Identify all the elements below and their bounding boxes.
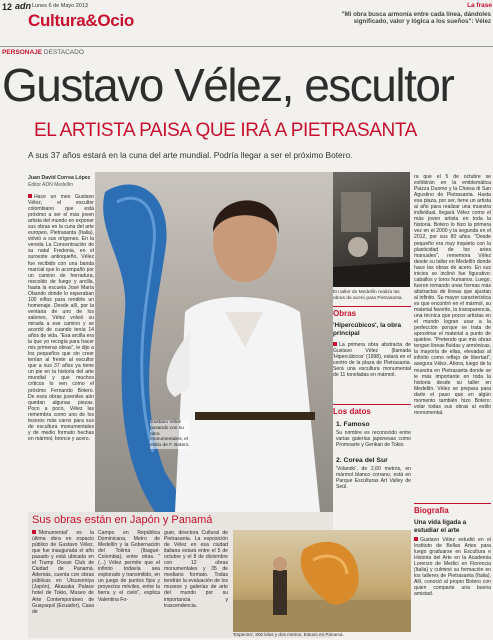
- bio-text-body: Gustavo Vélez estudió en el Instituto de Bellas Artes para luego graduarse en Escultura e Historia del Arte en la Academia Lorenzo de Medici en Florencia (Italia) y culminó su formación en los talleres de Pietrasanta (Italia). Allí, conoció al propio Botero con quien comparte una buena amistad.: [414, 537, 491, 598]
- article-deck: A sus 37 años estará en la cuna del arte mundial. Podría llegar a ser el próximo Botero.: [28, 150, 353, 160]
- column-1-text: Hace un mes Gustavo Vélez, el escultor colombiano que está próximo a ser el más joven artista del mundo en exponer sus obras en la cuna del arte europeo, Pietrasanta (Italia), volvió a sus orígenes. En la vereda La Concentración de su natal Fredonia, en el suroeste antioqueño, Vélez fue recibido con una banda marcial que lo acompañó por un camino de herradura, rescoldo de fuego y arcilla, hasta la escuela José María Obando donde lo esperaban 100 niños para rendirle un homenaje. Desde allí, por la ventana de uno de los salones, Vélez volvió su mirada a ese camino y se acordó de cuando tenía 14 años de vida. "Esa arcilla era la que yo recogía para hacer mis primeras obras", le dijo a los pequeños que sin creer tenían al frente al escultor que a sus 37 años ya tiene un pie en la historia del arte mundial y que muchos críticos lo ven como el próximo Fernando Botero. De esos obras juveniles aún quedan algunas piezas. Poco a poco, Vélez las remembra como uno de los tesoros más caros para sus de escultura monumentales y de medio formato hechas en mármol, bronce y acero.: [28, 194, 94, 442]
- kicker-rest: DESTACADO: [43, 49, 84, 56]
- page-number: 12: [2, 2, 13, 12]
- main-photo-caption: Gustavo Vélez posando con su obra monumentales, el estilo de F. Botero.: [150, 420, 190, 449]
- bio-heading: Biografía: [414, 506, 449, 515]
- dato-1-text: Su nombre es reconocido entre varias galerías japonesas como Promoarte y Genkan de Tokio.: [336, 430, 411, 449]
- dato-2-title: 2. Corea del Sur: [336, 457, 388, 464]
- dato-1-title: 1. Famoso: [336, 421, 370, 428]
- bullet-square: [28, 194, 32, 198]
- obras-text-body: La primera obra abstracta de Gustavo Vélez (llamada 'Hipercúbicos' (1998), estará en el centro de la plaza de Pietrasanta. Será una escultura monumental de 11 toneladas en mármol.: [333, 342, 411, 379]
- obras-rule: [333, 306, 411, 307]
- espectro-sculpture-illustration: [233, 530, 411, 632]
- kicker: [2, 49, 84, 56]
- obras-heading: Obras: [333, 309, 357, 318]
- dato-2-text: 'Volando', de 2,60 metros, en mármol blanco corrano, está en Parque Esculturas Art Valley de Seúl.: [336, 466, 411, 491]
- byline-name: Juan David Correa López: [28, 175, 91, 181]
- quote-text: "Mi obra busca armonía entre cada línea, dándoles significado, valor y lógica a los sueños": Vélez: [341, 11, 491, 26]
- article-column-1: [28, 194, 94, 516]
- sculptor-photo-illustration: [95, 172, 333, 512]
- quote-label: La frase: [467, 2, 492, 9]
- bio-subhead: Una vida ligada a estudiar el arte: [414, 519, 467, 534]
- byline-role: Editor ADN Medellín: [28, 182, 74, 188]
- bottom-photo-caption: 'Espectro', 800 kilos y dos metros. Estuvo en Panamá.: [233, 632, 344, 637]
- workshop-illustration: [333, 172, 410, 287]
- bullet-square: [32, 530, 36, 534]
- header-divider: [0, 46, 493, 47]
- bottom-photo: [233, 530, 411, 632]
- obras-text: [333, 342, 411, 378]
- box-heading: Sus obras están en Japón y Panamá: [32, 514, 213, 526]
- datos-rule: [333, 404, 411, 405]
- box-col-1-text: 'Monumental' es la última obra en espacio público de Gustavo Vélez, que fue inaugurada el año pasado y está ubicada en el Trump Ocean Club de Ciudad de Panamá. Además, cuenta con obras públicas en Utsunomiya (Japón), Akasaka Palace hotel de Tokio, Museo de Arte Contemporáneo de Guayaquil (Ecuador), Casa de: [32, 530, 94, 615]
- issue-date: Lunes 6 de Mayo 2013: [32, 3, 88, 9]
- article-title: Gustavo Vélez, escultor: [2, 59, 454, 111]
- article-column-right: ra que el 5 de octubre se exhibirán en la emblemática Piazza Duomo y la Chiesa di San Agustino de Pietrasanta. Hasta esa plaza, por ser, tiene un artista al año para realizar una muestra individual, llegará Vélez como el más joven artista en toda la historia. Botero lo hizo la primera vez en el 2000 y la segunda en el 2012, por sus 80 años. "Desde pequeño era muy inquieto con la plasticidad de los artes manuales", rememora Vélez desde su taller en Medellín donde hace las obras de acero. En sus inicios se inclinó fue figurativo: caballos y toros humanos. Luego, fueron tomando unas formas más abstractas de líneas que ajustan al infinito. Su mayor característica es que encontró en el mármol, su material favorito, la transparencia, una técnica que pocos artistas en el mundo logran usar a la perfección porque se trata de aproximar el material a punto de quiebre. "Pretendo que mis obras tengan líneas fluidas y armónicas, la mayoría de ellas, elevadas al infinito como reflejo de libertad", asegura Vélez. Ahora, luego de la muestra en Pietrasanta donde se le más importante en toda la historia desde su taller en Medellín. Vélez se prepara para darle el paso que en algún momento también hizo Botero: volar todas sus obras al estilo monumental.: [414, 174, 491, 416]
- box-col-1: [32, 530, 94, 636]
- main-photo: [95, 172, 333, 512]
- workshop-photo: [333, 172, 410, 287]
- bio-text: [414, 537, 491, 637]
- section-title: Cultura&Ocio: [28, 11, 134, 30]
- workshop-caption: En taller de Medellín realiza las obras de acero para Pietrasanta.: [333, 290, 403, 301]
- obras-subhead: 'Hipercúbicos', la obra principal: [333, 322, 402, 337]
- bullet-square: [414, 537, 418, 541]
- kicker-bold: PERSONAJE: [2, 49, 43, 56]
- datos-heading: Los datos: [333, 407, 371, 416]
- bullet-square: [333, 342, 337, 346]
- page-header: [0, 0, 493, 50]
- box-col-3: guer, directora Cultural de Pietrasanta. La exposición de Vélez en esa ciudad italiana estará entre el 5 de octubre y el 8 de diciembre con 12 obras monumentales y 35 de mediano formato. Todas tendrán la evaluación de los museos y galerías de arte del mundo por su importancia y trascendencia.: [164, 530, 228, 609]
- bio-rule: [414, 503, 491, 504]
- brand-logo: adn: [15, 1, 32, 11]
- box-col-2: Campo en República Dominicana, Metro de Medellín y la Gobernación del Tolima (Ibagué-Colombia), entre otras. "(...) Vélez permite que el infinito todavía sea explorado y transmitido, en un juego de puntos fijos y proyectos móviles, entre la tierra y el cielo", explica Valentina Fo-: [98, 530, 160, 603]
- article-subtitle: EL ARTISTA PAISA QUE IRÁ A PIETRASANTA: [34, 120, 417, 141]
